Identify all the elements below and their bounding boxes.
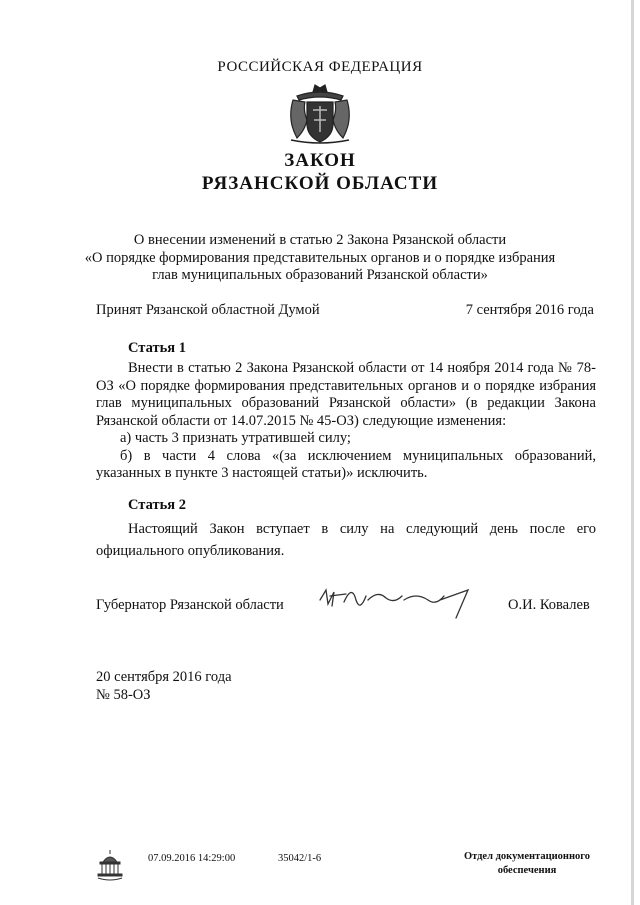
print-timestamp: 07.09.2016 14:29:00 — [148, 853, 236, 864]
subject-line: глав муниципальных образований Рязанской области» — [152, 267, 488, 283]
article-1-intro: Внести в статью 2 Закона Рязанской области от 14 ноября 2014 года № 78-ОЗ «О порядке формирования представительных органов и о порядке избрания глав муниципальных образований Рязанской области» (в редакции Закона Рязанской области от 14.07.2015 № 45-ОЗ) следующие изменения: — [96, 360, 596, 429]
article-1-heading: Статья 1 — [128, 340, 186, 356]
coat-of-arms-icon — [283, 80, 357, 146]
country-name: РОССИЙСКАЯ ФЕДЕРАЦИЯ — [217, 59, 423, 75]
department-line: обеспечения — [497, 865, 557, 876]
law-number: № 58-ОЗ — [96, 687, 151, 703]
article-2-heading: Статья 2 — [128, 497, 186, 513]
law-region: РЯЗАНСКОЙ ОБЛАСТИ — [201, 173, 439, 194]
department-stamp — [438, 850, 616, 878]
scan-edge — [631, 0, 634, 905]
department-line: Отдел документационного — [463, 851, 591, 862]
article-2-text: Настоящий Закон вступает в силу на следующий день после его официального опубликования. — [96, 521, 596, 559]
article-1-item-b: б) в части 4 слова «(за исключением муниципальных образований, указанных в пункте 3 настоящей статьи)» исключить. — [96, 447, 596, 481]
handwritten-signature — [316, 578, 476, 623]
adoption-date: 7 сентября 2016 года — [465, 302, 594, 318]
article-1-body — [96, 360, 596, 483]
signing-date: 20 сентября 2016 года — [96, 669, 232, 685]
subject-line: О внесении изменений в статью 2 Закона Рязанской области — [133, 232, 507, 248]
duma-building-icon — [96, 848, 124, 882]
article-1-item-a: а) часть 3 признать утратившей силу; — [120, 430, 351, 446]
governor-position: Губернатор Рязанской области — [96, 597, 284, 613]
adoption-label: Принят Рязанской областной Думой — [96, 302, 320, 318]
law-subject — [0, 232, 640, 285]
law-title: ЗАКОН — [284, 150, 356, 171]
subject-line: «О порядке формирования представительных органов и о порядке избрания — [84, 249, 556, 266]
document-id: 35042/1-6 — [278, 853, 322, 864]
governor-name: О.И. Ковалев — [508, 597, 590, 613]
signing-info — [96, 668, 232, 704]
article-2-body — [96, 518, 596, 562]
